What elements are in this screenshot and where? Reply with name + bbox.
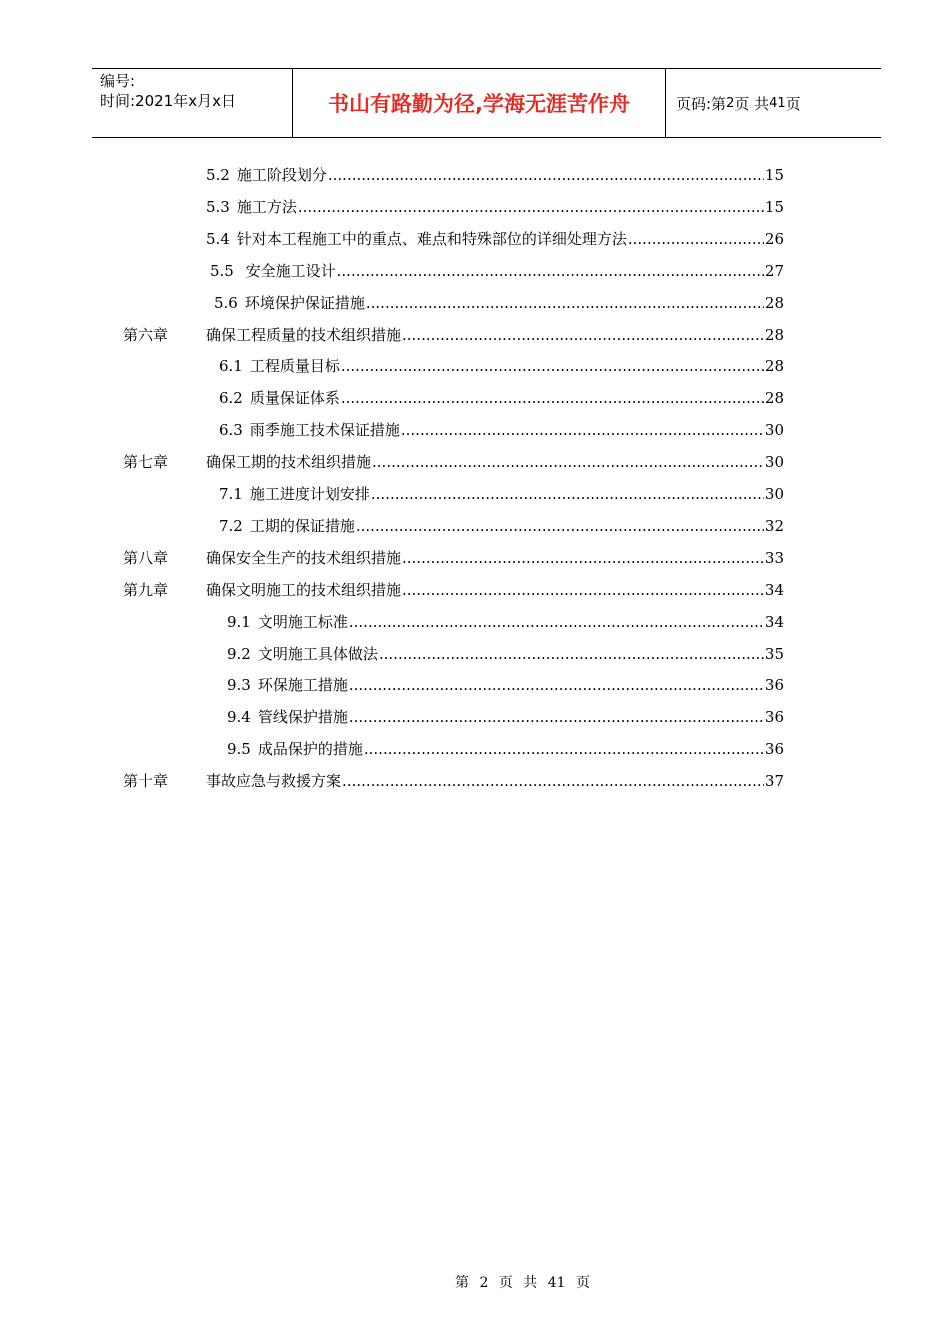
toc-row[interactable] <box>0 738 950 764</box>
header-motto: 书山有路勤为径,学海无涯苦作舟 <box>293 69 666 137</box>
toc-entry <box>206 228 784 249</box>
toc-entry <box>219 355 784 376</box>
toc-page-number: 30 <box>764 421 784 440</box>
toc-number: 9.2 <box>227 644 251 663</box>
toc-leader-dots <box>341 389 764 407</box>
footer-total: 41 <box>547 1275 566 1291</box>
toc-page-number: 34 <box>764 580 784 599</box>
toc-entry <box>227 611 784 632</box>
toc-title: 环境保护保证措施 <box>244 293 365 312</box>
toc-row[interactable] <box>0 643 950 669</box>
toc-row[interactable] <box>0 260 950 286</box>
toc-leader-dots <box>402 581 764 599</box>
toc-number: 9.3 <box>227 676 251 695</box>
toc-entry <box>206 579 784 600</box>
toc-leader-dots <box>379 645 764 663</box>
toc-number: 5.4 <box>206 229 230 248</box>
toc-leader-dots <box>356 517 764 535</box>
page-mid: 页 共 <box>734 94 770 113</box>
toc-number: 6.1 <box>219 357 243 376</box>
toc-number: 5.3 <box>206 197 230 216</box>
toc-chapter: 第七章 <box>123 453 169 472</box>
toc-entry <box>227 674 784 695</box>
toc-leader-dots <box>372 453 764 471</box>
page-total: 41 <box>769 95 786 111</box>
page-header <box>92 68 881 138</box>
toc-entry <box>206 547 784 568</box>
toc-entry <box>227 738 784 759</box>
header-page-info <box>666 69 881 137</box>
toc-leader-dots <box>337 262 764 280</box>
toc-title: 安全施工设计 <box>240 261 336 280</box>
toc-entry <box>206 196 784 217</box>
toc-title: 文明施工标准 <box>257 612 348 631</box>
header-meta <box>92 69 293 137</box>
toc-leader-dots <box>349 613 764 631</box>
toc-leader-dots <box>401 421 764 439</box>
toc-row[interactable] <box>0 579 950 605</box>
toc-row[interactable] <box>0 355 950 381</box>
toc-leader-dots <box>628 230 764 248</box>
toc-number: 9.4 <box>227 708 251 727</box>
toc-number: 6.2 <box>219 389 243 408</box>
toc-entry <box>210 260 784 281</box>
toc-leader-dots <box>371 485 764 503</box>
page-prefix: 页码:第 <box>676 94 727 113</box>
toc-leader-dots <box>328 166 764 184</box>
toc-page-number: 33 <box>764 548 784 567</box>
toc-title: 文明施工具体做法 <box>257 644 378 663</box>
toc-number: 9.1 <box>227 612 251 631</box>
toc-row[interactable] <box>0 483 950 509</box>
toc-entry <box>206 770 784 791</box>
toc-number: 7.2 <box>219 516 243 535</box>
footer-current: 2 <box>479 1275 489 1291</box>
toc-page-number: 35 <box>764 644 784 663</box>
toc-row[interactable] <box>0 451 950 477</box>
toc-title: 确保工期的技术组织措施 <box>206 453 372 472</box>
toc-page-number: 34 <box>764 612 784 631</box>
toc-title: 成品保护的措施 <box>257 740 363 759</box>
toc-page-number: 36 <box>764 708 784 727</box>
toc-row[interactable] <box>0 387 950 413</box>
toc-page-number: 15 <box>764 166 784 184</box>
toc-leader-dots <box>349 676 764 694</box>
toc-entry <box>206 451 784 472</box>
page-suffix: 页 <box>785 94 801 113</box>
toc-title: 质量保证体系 <box>249 389 340 408</box>
toc-row[interactable] <box>0 706 950 732</box>
toc-entry <box>219 483 784 504</box>
toc-chapter: 第六章 <box>123 325 169 344</box>
toc-row[interactable] <box>0 228 950 254</box>
toc-page-number: 28 <box>764 293 784 312</box>
toc-entry <box>214 292 784 313</box>
toc-title: 施工方法 <box>236 197 297 216</box>
toc-page-number: 26 <box>764 229 784 248</box>
toc-row[interactable] <box>0 196 950 222</box>
toc-title: 工期的保证措施 <box>249 516 355 535</box>
footer-mid2: 共 <box>523 1275 538 1291</box>
toc-title: 工程质量目标 <box>249 357 340 376</box>
toc-row[interactable] <box>0 547 950 573</box>
number-label: 编号: <box>100 72 136 90</box>
toc-row[interactable] <box>0 611 950 637</box>
toc-number: 6.3 <box>219 421 243 440</box>
toc-page-number: 32 <box>764 516 784 535</box>
toc-page-number: 30 <box>764 453 784 472</box>
toc-row[interactable] <box>0 770 950 796</box>
toc-title: 环保施工措施 <box>257 676 348 695</box>
toc-page-number: 28 <box>764 357 784 376</box>
toc-chapter: 第十章 <box>123 772 169 791</box>
footer-suffix: 页 <box>576 1275 590 1291</box>
toc-row[interactable] <box>0 419 950 445</box>
toc-page-number: 36 <box>764 676 784 695</box>
toc-entry <box>227 643 784 664</box>
toc-leader-dots <box>342 772 764 790</box>
toc-number: 7.1 <box>219 485 243 503</box>
toc-entry <box>206 324 784 345</box>
toc-title: 针对本工程施工中的重点、难点和特殊部位的详细处理方法 <box>236 229 627 248</box>
page-footer <box>0 1272 950 1292</box>
toc-title: 施工阶段划分 <box>236 166 327 184</box>
toc-page-number: 37 <box>764 772 784 791</box>
toc-chapter: 第九章 <box>123 580 169 599</box>
toc-title: 确保文明施工的技术组织措施 <box>206 580 402 599</box>
toc-title: 管线保护措施 <box>257 708 348 727</box>
toc-row[interactable] <box>0 164 950 190</box>
toc-entry <box>219 515 784 536</box>
footer-mid1: 页 <box>498 1275 513 1291</box>
toc-page-number: 27 <box>764 261 784 280</box>
toc-chapter: 第八章 <box>123 548 169 567</box>
toc-row[interactable] <box>0 674 950 700</box>
toc-leader-dots <box>402 549 764 567</box>
toc-entry <box>206 164 784 185</box>
toc-number: 9.5 <box>227 740 251 759</box>
toc-leader-dots <box>298 198 764 216</box>
toc-leader-dots <box>349 708 764 726</box>
page-current: 2 <box>726 95 735 111</box>
toc-page-number: 15 <box>764 197 784 216</box>
footer-prefix: 第 <box>454 1275 469 1291</box>
toc-title: 雨季施工技术保证措施 <box>249 421 400 440</box>
toc-page-number: 28 <box>764 325 784 344</box>
toc-leader-dots <box>366 294 764 312</box>
toc-entry <box>219 387 784 408</box>
toc-page-number: 36 <box>764 740 784 759</box>
toc-row[interactable] <box>0 292 950 318</box>
toc-title: 施工进度计划安排 <box>249 485 370 503</box>
time-label: 时间:2021年x月x日 <box>100 92 236 110</box>
toc-page-number: 28 <box>764 389 784 408</box>
toc-entry <box>219 419 784 440</box>
toc-row[interactable] <box>0 324 950 350</box>
toc-title: 事故应急与救援方案 <box>206 772 342 791</box>
toc-number: 5.5 <box>210 261 234 280</box>
toc-leader-dots <box>341 357 764 375</box>
toc-leader-dots <box>402 326 764 344</box>
toc-entry <box>227 706 784 727</box>
toc-title: 确保安全生产的技术组织措施 <box>206 548 402 567</box>
toc-leader-dots <box>364 740 764 758</box>
toc-row[interactable] <box>0 515 950 541</box>
toc-title: 确保工程质量的技术组织措施 <box>206 325 402 344</box>
toc-number: 5.2 <box>206 166 230 184</box>
toc-page-number: 30 <box>764 485 784 503</box>
toc-number: 5.6 <box>214 293 238 312</box>
